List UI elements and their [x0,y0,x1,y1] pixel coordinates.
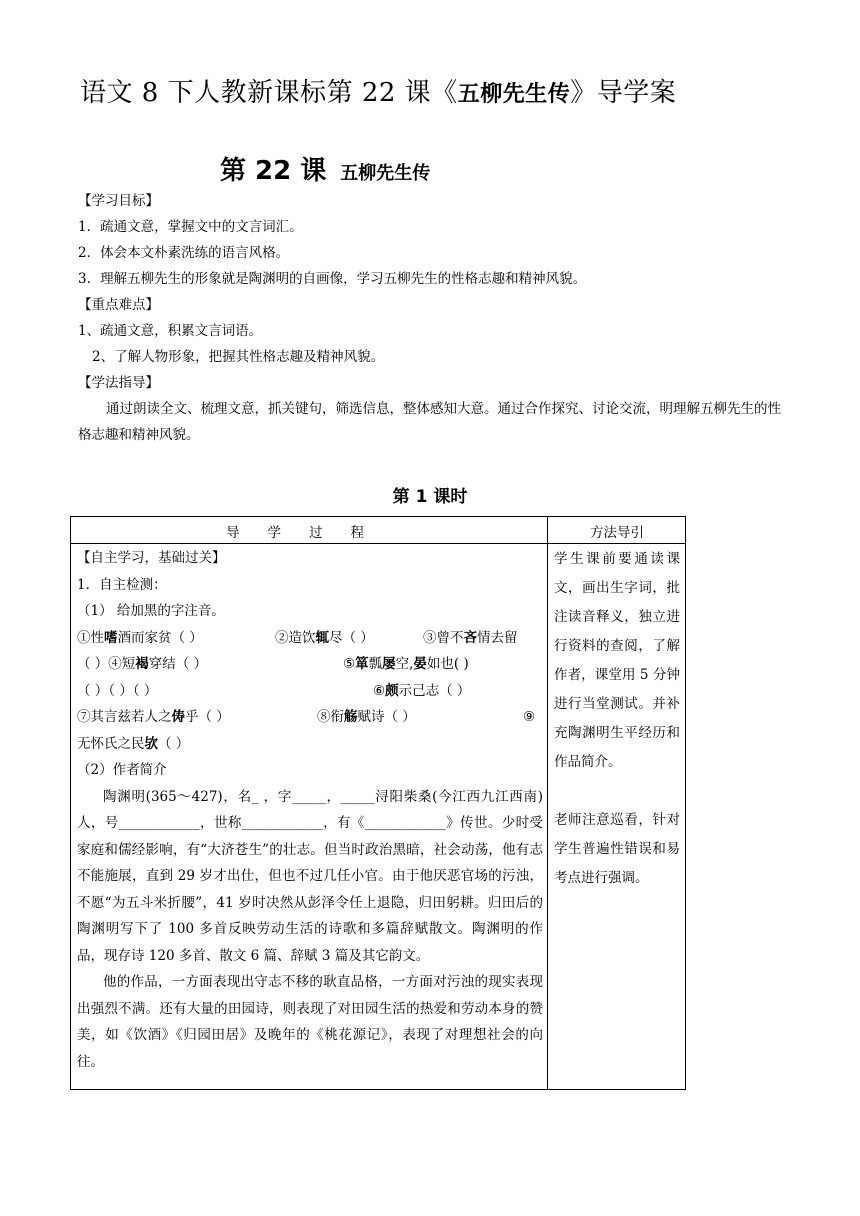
period-title: 第 1 课时 [392,487,468,507]
method-header: 【学法指导】 [78,375,159,391]
guide-process-cell [77,545,543,1075]
pinyin-item: ⑨ [523,709,536,725]
question-1-label: （1） 给加黑的字注音。 [77,603,225,619]
pinyin-item: ⑤箪瓢屡空,晏如也( ) [343,656,469,672]
question-2-label: （2）作者简介 [77,762,167,778]
lesson-heading [220,150,430,187]
method-note-students: 学生课前要通读课文，画出生字词，批注读音释义，独立进行资料的查阅，了解作者，课堂用 5 分钟进行当堂测试。并补充陶渊明生平经历和作品简介。 [554,551,680,770]
header-guide-process: 导学过程 [226,525,392,541]
self-study-header: 【自主学习，基础过关】 [77,550,226,566]
lesson-intro [78,188,788,448]
pinyin-row-3 [77,678,543,705]
pinyin-item: ⑧衔觞赋诗（ ） [317,709,416,725]
pinyin-item: ⑥颇示己志（ ） [373,682,471,699]
document-title-suffix: 》导学案 [570,78,677,108]
pinyin-row-1 [77,625,543,652]
pinyin-item: ②造饮辄尽（ ） [275,629,374,646]
header-divider [71,543,685,544]
pinyin-blanks: （ ）（ ）（ ） [77,682,158,699]
pinyin-item: ⑦其言兹若人之俦乎（ ） [77,709,230,725]
column-divider [547,517,548,1089]
pinyin-item: （ ）④短褐穿结（ ） [77,656,208,672]
goals-header: 【学习目标】 [78,193,159,209]
author-works-paragraph: 他的作品，一方面表现出守志不移的耿直品格，一方面对污浊的现实表现出强烈不满。还有大量的田园诗，则表现了对田园生活的热爱和劳动本身的赞美，如《饮酒》《归园田居》及晚年的《桃花源记》，表现了对理想社会的向往。 [77,974,543,1070]
method-guide-cell [554,545,680,893]
pinyin-item: 无怀氏之民欤（ ） [77,735,190,752]
pinyin-row-2 [77,651,543,678]
goal-item: 2．体会本文朴素洗练的语言风格。 [78,245,290,261]
pinyin-row-4 [77,704,543,731]
document-title-prefix: 语文 8 下人教新课标第 22 课《 [80,78,458,108]
key-item: 1、疏通文意，积累文言词语。 [78,323,263,339]
document-title-bold: 五柳先生传 [457,82,571,107]
goal-item: 3．理解五柳先生的形象就是陶渊明的自画像，学习五柳先生的性格志趣和精神风貌。 [78,271,587,287]
self-check-label: 1．自主检测： [77,576,167,593]
pinyin-item: ①性嗜酒而家贫（ ） [77,629,203,646]
key-item: 2、了解人物形象，把握其性格志趣及精神风貌。 [92,349,385,365]
author-intro-paragraph: 陶渊明(365～427)，名_ ，字_____，_____浔阳柴桑(今江西九江西南)人，号____________，世称____________，有《____________》传世。少时受家庭和儒经影响，有“大济苍生”的壮志。但当时政治黑暗，社会动荡，他有志不能施展，直到 29 岁才出仕，但也不过几任小官。由于他厌恶官场的污浊，不愿“为五斗米折腰”，41 岁时决然从彭泽令任上退隐，归田躬耕。归田后的陶渊明写下了 100 多首反映劳动生活的诗歌和多篇辞赋散文。陶渊明的作品，现存诗 120 多首、散文 6 篇、辞赋 3 篇及其它韵文。 [77,788,543,964]
key-header: 【重点难点】 [78,297,159,313]
method-text: 通过朗读全文、梳理文意，抓关键句，筛选信息，整体感知大意。通过合作探究、讨论交流，明理解五柳先生的性格志趣和精神风貌。 [78,401,781,443]
header-method-guide: 方法导引 [590,525,644,541]
pinyin-item: ③曾不吝情去留 [423,629,518,646]
lesson-number: 第 22 课 [220,156,327,186]
goal-item: 1．疏通文意，掌握文中的文言词汇。 [78,219,303,235]
lesson-name: 五柳先生传 [340,163,431,184]
method-note-teacher: 老师注意巡看，针对学生普遍性错误和易考点进行强调。 [554,812,680,886]
guide-table [70,516,686,1090]
pinyin-row-5 [77,731,543,758]
document-title [80,72,676,109]
